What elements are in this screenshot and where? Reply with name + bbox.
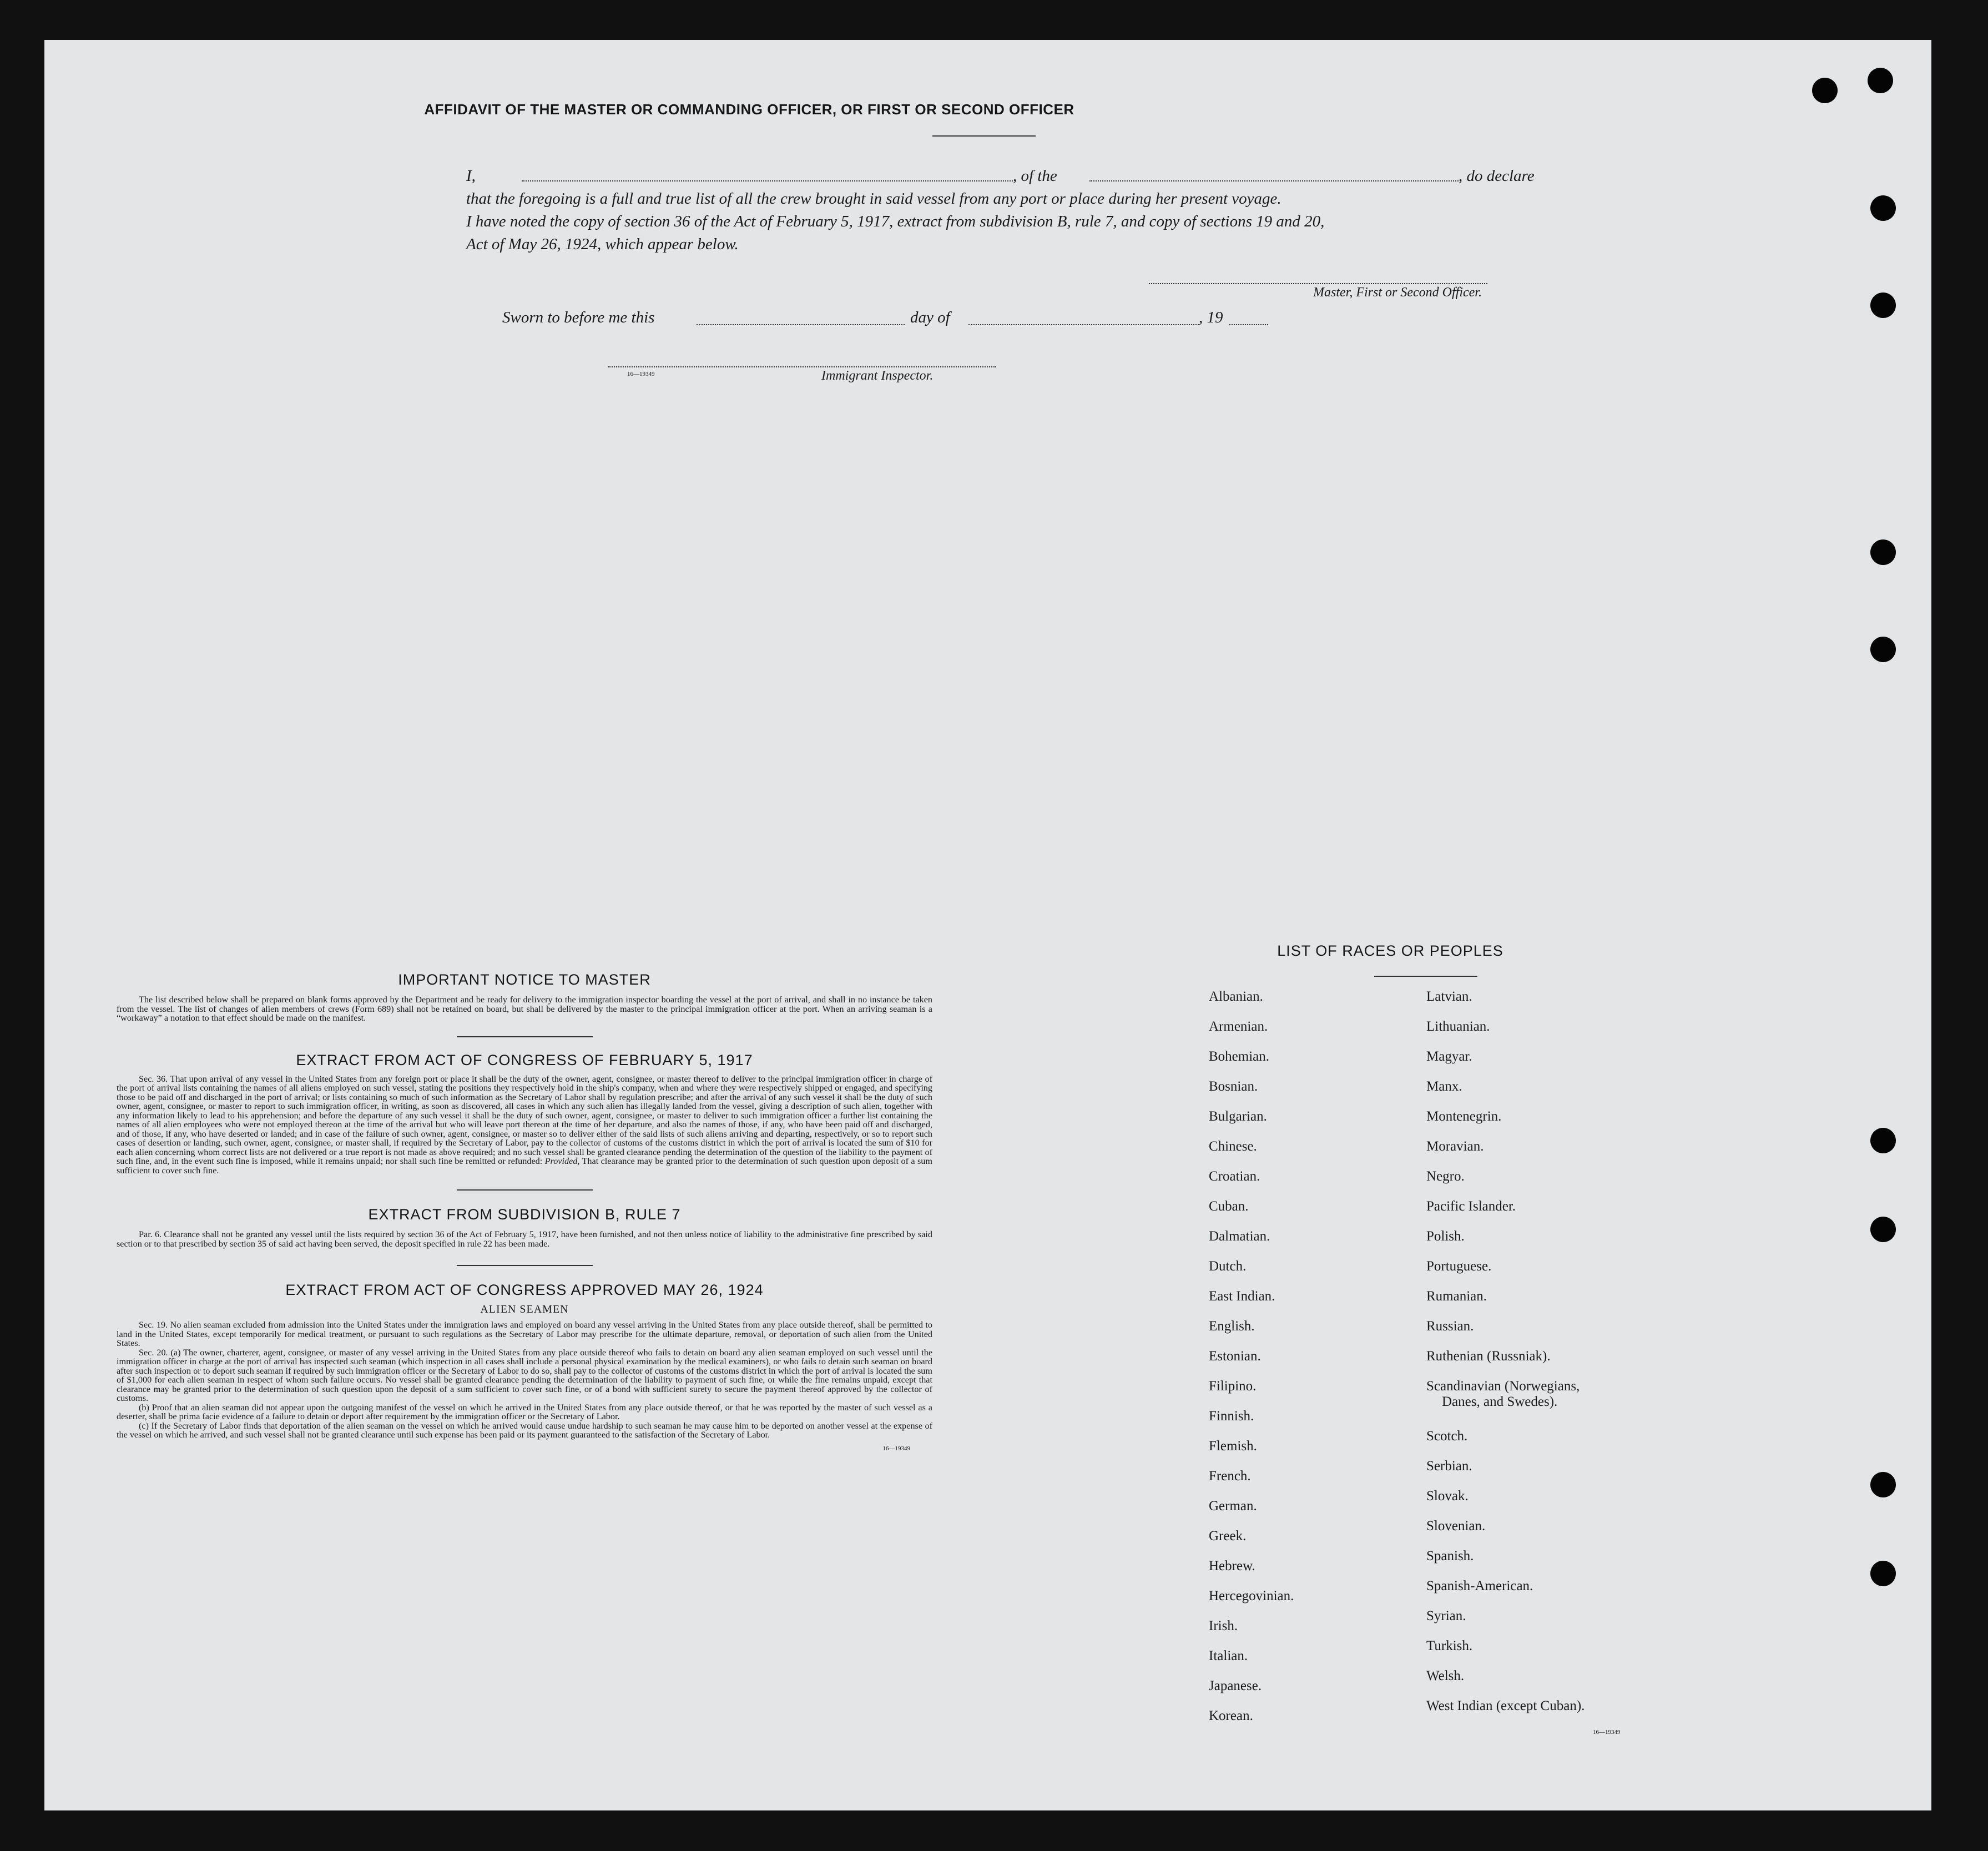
race-item: Montenegrin. [1426,1109,1502,1124]
inspector-caption: Immigrant Inspector. [821,369,934,383]
race-item: Portuguese. [1426,1259,1492,1274]
race-item: Ruthenian (Russniak). [1426,1349,1551,1364]
document-page [44,40,1931,1810]
races-title: LIST OF RACES OR PEOPLES [1277,942,1503,959]
race-item: Bohemian. [1209,1049,1270,1064]
extract-1917-title: EXTRACT FROM ACT OF CONGRESS OF FEBRUARY 5, 1917 [296,1051,753,1068]
race-item: Bosnian. [1209,1079,1258,1094]
punch-hole [1870,292,1896,318]
day-blank [697,324,905,325]
race-item: Scotch. [1426,1429,1468,1444]
extract-rule7-body: Par. 6. Clearance shall not be granted any vessel until the lists required by section 36 of the Act of February 5, 1917, have been furnished, and not then unless notice of liability to the administrative fine prescribed by said section or to that prescribed by section 35 of said act having been served, the deposit specified in rule 22 has been made. [117,1229,932,1249]
name-blank [522,180,1013,181]
divider [457,1189,593,1191]
race-item: East Indian. [1209,1289,1275,1304]
race-item: Magyar. [1426,1049,1472,1064]
form-number: 16—19349 [627,371,655,377]
year-blank [1229,324,1268,325]
declaration-i: I, [466,167,476,185]
affidavit-title: AFFIDAVIT OF THE MASTER OR COMMANDING OFFICER, OR FIRST OR SECOND OFFICER [424,101,1074,118]
declaration-do-declare: , do declare [1459,167,1535,185]
races-title-underline [1374,976,1477,977]
race-item: Armenian. [1209,1019,1268,1034]
sec20a-body: Sec. 20. (a) The owner, charterer, agent, consignee, or master of any vessel arriving in the United States from any place outside thereof who fails to detain on board any alien seaman employed on such vessel until the immigration officer in charge at the port of arrival has inspected such seaman (which inspection in all cases shall include a personal physical examination by the medical examiners), or who fails to detain such seaman on board after such inspection or to deport such seaman if required by such immigration officer or the Secretary of Labor to do so, shall pay to the collector of customs of the customs district in which the port of arrival is located the sum of $1,000 for each alien seaman in respect of whom such failure occurs. No vessel shall be granted clearance pending the determination of the liability to payment of such fine, or while the fine remains unpaid, except that clearance may be granted prior to the determination of such question upon the deposit of a sum sufficient to cover such fine, or of a bond with sufficient surety to secure the payment thereof approved by the collector of customs. [117,1347,932,1403]
race-item: Finnish. [1209,1409,1254,1424]
vessel-blank [1089,180,1459,181]
month-blank [968,324,1199,325]
punch-hole [1870,195,1896,221]
race-item: Russian. [1426,1319,1474,1334]
race-item: Polish. [1426,1229,1465,1244]
race-item: Negro. [1426,1169,1465,1184]
inspector-signature-line [608,366,996,367]
year-prefix: , 19 [1199,309,1223,326]
sworn-text: Sworn to before me this [502,309,655,326]
notice-title: IMPORTANT NOTICE TO MASTER [398,971,651,988]
race-item: Spanish. [1426,1549,1474,1563]
race-item: Scandinavian (Norwegians, [1426,1379,1580,1394]
race-item: Turkish. [1426,1638,1473,1653]
race-item: French. [1209,1469,1251,1484]
race-item: Croatian. [1209,1169,1260,1184]
race-item: Hebrew. [1209,1559,1255,1573]
sec36-text-end: That clearance may be granted prior to the determination of such question upon deposit of a sum sufficient to cover such fine. [117,1156,932,1176]
race-item: Danes, and Swedes). [1442,1394,1558,1409]
race-item: Slovak. [1426,1489,1469,1504]
race-item: Korean. [1209,1708,1253,1723]
race-item: Welsh. [1426,1668,1465,1683]
race-item: Rumanian. [1426,1289,1487,1304]
races-column-2 [1426,989,1659,1777]
punch-hole [1870,1217,1896,1242]
sec19-body: Sec. 19. No alien seaman excluded from admission into the United States under the immigration laws and employed on board any vessel arriving in the United States from any place outside thereof, shall be permitted to land in the United States, except temporarily for medical treatment, or pursuant to such regulations as the Secretary of Labor may prescribe for the ultimate departure, removal, or deportation of such alien from the United States. [117,1320,932,1348]
sec20c-body: (c) If the Secretary of Labor finds that deportation of the alien seaman on the vessel on which he arrived would cause undue hardship to such seaman he may cause him to be deported on another vessel at the expense of the vessel on which he arrived, and such vessel shall not be granted clearance until such expense has been paid or its payment guaranteed to the satisfaction of the Secretary of Labor. [117,1420,932,1440]
affidavit-declaration [466,165,1554,256]
punch-hole [1870,1561,1896,1586]
race-item: Greek. [1209,1529,1247,1544]
extract-form-number: 16—19349 [882,1445,910,1452]
sec36-text: Sec. 36. That upon arrival of any vessel in the United States from any foreign port or place it shall be the duty of the owner, agent, consignee, or master thereof to deliver to the principal immigration officer in charge of the port of arrival lists containing the names of all aliens employed on such vessel, stating the positions they respectively hold in the ship's company, when and where they were respectively shipped or engaged, and specifying those to be paid off and discharged in the port of arrival; or lists containing so much of such information as the Secretary of Labor shall by regulation prescribe; and after the arrival of any such vessel it shall be the duty of such owner, agent, consignee, or master to report to such immigration officer, in writing, as soon as discovered, all cases in which any such alien has illegally landed from the vessel, giving a description of such alien, together with any information likely to lead to his apprehension; and before the departure of any such vessel it shall be the duty of such owner, agent, consignee, or master to deliver to such immigration officer a further list containing the names of all alien employees who were not employed thereon at the time of the arrival but who will leave port thereon at the time of her departure, and also the names of those, if any, who have been paid off and discharged, and of those, if any, who have deserted or landed; and in case of the failure of such owner, agent, consignee, or master so to deliver either of the said lists of such aliens arriving and departing, respectively, or so to report such cases of desertion or landing, such owner, agent, consignee, or master shall, if required by the Secretary of Labor, pay to the collector of customs of the customs district in which the port of arrival is located the sum of $10 for each alien concerning whom correct lists are not delivered or a true report is not made as above required; and no such vessel shall be granted clearance pending the determination of the question of the liability to the payment of such fine, and, in the event such fine is imposed, while it remains unpaid; nor shall such fine be remitted or refunded: [117,1073,932,1166]
punch-hole [1870,1472,1896,1497]
extract-1924-subtitle: ALIEN SEAMEN [480,1303,569,1315]
declaration-of-the: , of the [1013,167,1057,185]
punch-hole [1870,539,1896,565]
legal-extracts [117,971,932,1452]
race-item: Moravian. [1426,1139,1484,1154]
race-item: German. [1209,1499,1257,1514]
master-caption: Master, First or Second Officer. [1313,285,1482,300]
extract-1917-body [117,1075,932,1176]
race-item: Cuban. [1209,1199,1249,1214]
race-item: Spanish-American. [1426,1578,1533,1593]
extract-rule7-title: EXTRACT FROM SUBDIVISION B, RULE 7 [368,1206,681,1223]
divider [457,1265,593,1266]
race-item: Irish. [1209,1618,1238,1633]
extract-1924-title: EXTRACT FROM ACT OF CONGRESS APPROVED MAY 26, 1924 [285,1282,764,1298]
race-item: Dalmatian. [1209,1229,1270,1244]
master-signature-line [1149,283,1487,284]
race-item: Albanian. [1209,989,1263,1004]
declaration-line-2: that the foregoing is a full and true list of all the crew brought in said vessel from any port or place during her present voyage. [466,190,1281,208]
declaration-line-4: Act of May 26, 1924, which appear below. [466,235,739,253]
sec20b-body: (b) Proof that an alien seaman did not appear upon the outgoing manifest of the vessel on which he arrived in the United States from any place outside thereof, or that he was reported by the master of such vessel as a deserter, shall be prima facie evidence of a failure to detain or deport after requirement by the immigration officer or the Secretary of Labor. [117,1402,932,1421]
punch-hole [1868,68,1893,93]
race-item: Manx. [1426,1079,1462,1094]
punch-hole [1870,1128,1896,1153]
race-item: English. [1209,1319,1255,1334]
race-item: Chinese. [1209,1139,1257,1154]
punch-hole [1812,78,1838,103]
notice-body: The list described below shall be prepared on blank forms approved by the Department and be ready for delivery to the immigration inspector boarding the vessel at the port of arrival, and shall in no instance be taken from the vessel. The list of changes of alien members of crews (Form 689) shall not be retained on board, but shall be delivered by the master to the principal immigration officer at the port. When an arriving seaman is a “workaway” a notation to that effect should be made on the manifest. [117,995,932,1023]
race-item: Bulgarian. [1209,1109,1267,1124]
race-item: Dutch. [1209,1259,1247,1274]
race-item: Pacific Islander. [1426,1199,1516,1214]
race-item: West Indian (except Cuban). [1426,1698,1585,1713]
races-column-1 [1209,989,1392,1777]
race-item: Estonian. [1209,1349,1261,1364]
race-item: Slovenian. [1426,1519,1486,1534]
race-item: Serbian. [1426,1459,1472,1474]
races-form-number: 16—19349 [1593,1729,1621,1736]
race-item: Syrian. [1426,1608,1466,1623]
race-item: Japanese. [1209,1678,1262,1693]
race-item: Hercegovinian. [1209,1588,1294,1603]
day-of-text: day of [910,309,950,326]
sworn-line [502,309,1313,331]
declaration-line-3: I have noted the copy of section 36 of the Act of February 5, 1917, extract from subdivision B, rule 7, and copy of sections 19 and 20, [466,213,1325,230]
title-underline [932,135,1036,137]
race-item: Latvian. [1426,989,1472,1004]
divider [457,1036,593,1037]
sec36-proviso: Provided, [544,1156,580,1166]
race-item: Filipino. [1209,1379,1257,1394]
race-item: Italian. [1209,1648,1248,1663]
punch-hole [1870,637,1896,662]
race-item: Flemish. [1209,1439,1257,1454]
race-item: Lithuanian. [1426,1019,1490,1034]
